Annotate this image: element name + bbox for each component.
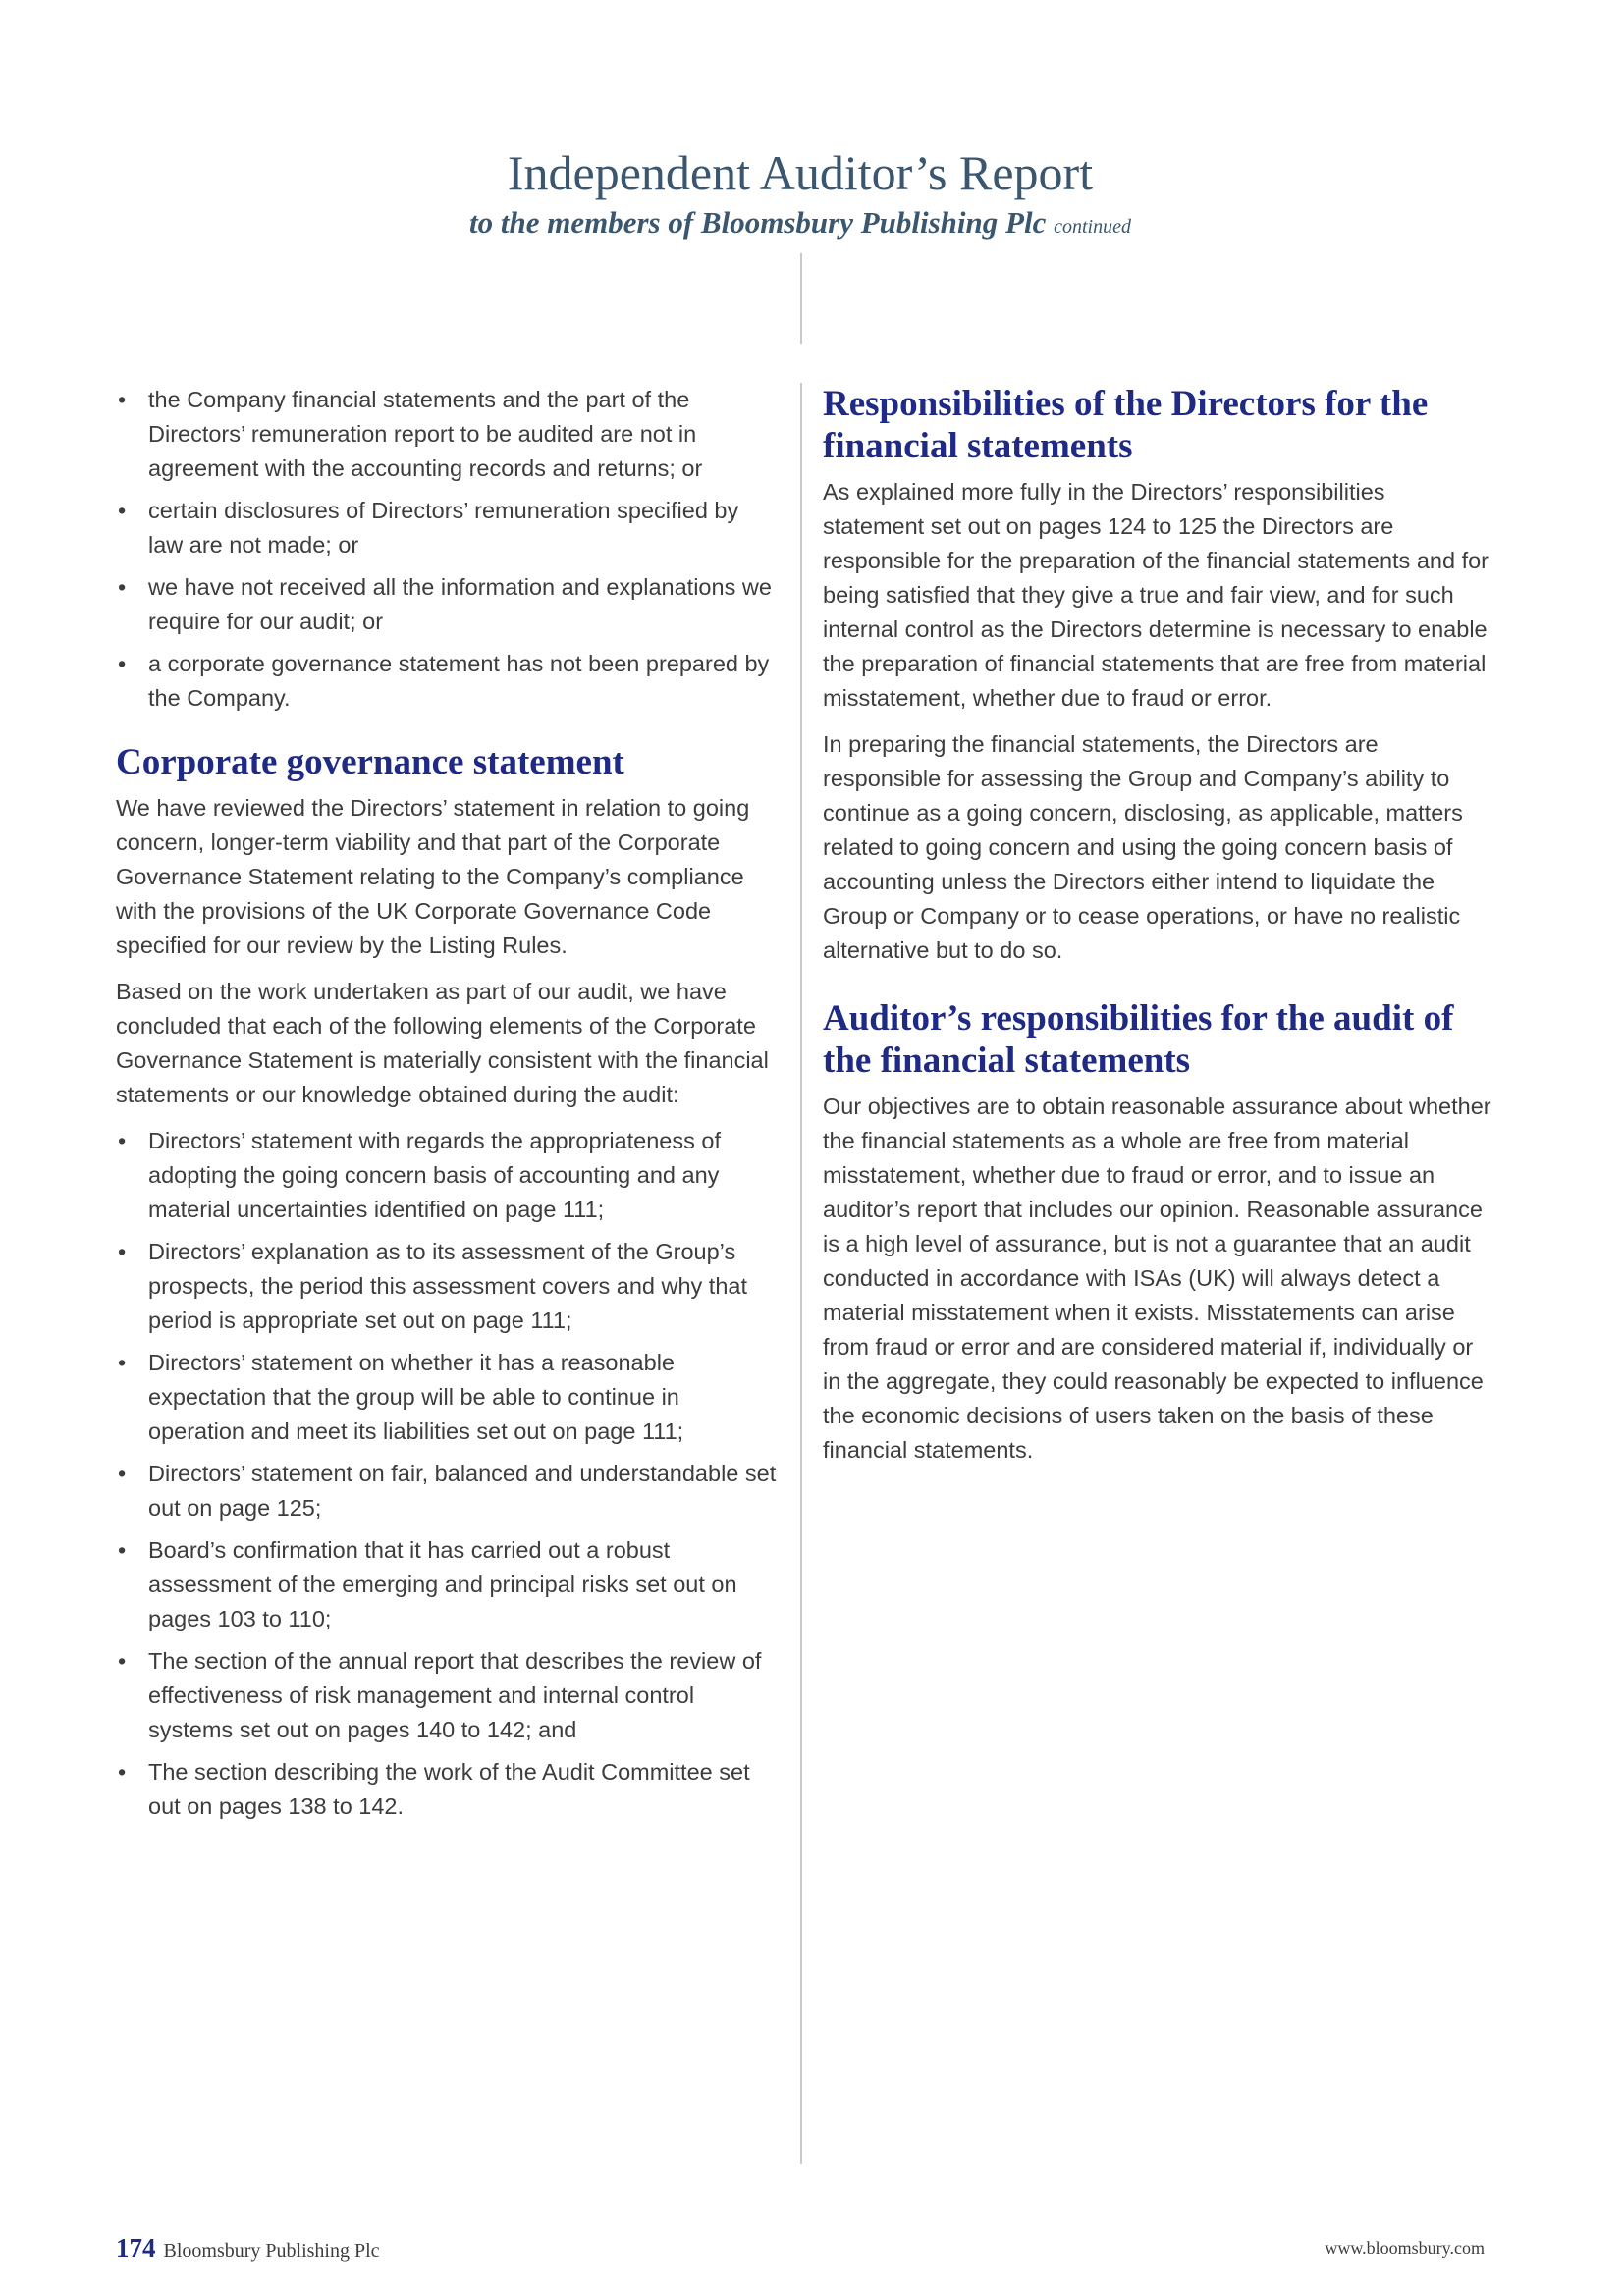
continued-label: continued — [1054, 216, 1131, 238]
right-column — [823, 383, 1492, 1479]
page-header — [0, 142, 1600, 246]
bullet-icon: • — [118, 1537, 127, 1563]
website-link[interactable]: www.bloomsbury.com — [1325, 2238, 1485, 2258]
resp-paragraph-2: In preparing the financial statements, the Directors are responsible for assessing the Group and Company’s ability to continue as a going concern, disclosing, as applicable, matters related to going concern and using the going concern basis of accounting unless the Directors either intend to liquidate the Group or Company or to cease operations, or have no realistic alternative but to do so. — [823, 731, 1463, 963]
page-title: Independent Auditor’s Report — [507, 145, 1094, 200]
list-item: • Directors’ explanation as to its assessment of the Group’s prospects, the period this assessment covers and why that period is appropriate set out on page 111; — [116, 1235, 780, 1338]
bullet-icon: • — [118, 1648, 127, 1674]
page-subtitle — [0, 203, 1600, 246]
resp-paragraph-1: As explained more fully in the Directors’ responsibilities statement set out on pages 124 to 125 the Directors are responsible for the preparation of the financial statements and for being satisfied that they give a true and fair view, and for such internal control as the Directors determine is necessary to enable the preparation of financial statements that are free from material misstatement, whether due to fraud or error. — [823, 479, 1489, 711]
corporate-governance-heading: Corporate governance statement — [116, 742, 624, 782]
list-item: • The section describing the work of the Audit Committee set out on pages 138 to 142. — [116, 1755, 780, 1824]
cg-paragraph-1: We have reviewed the Directors’ statement in relation to going concern, longer-term viability and that part of the Corporate Governance Statement relating to the Company’s compliance with the provisions of the UK Corporate Governance Code specified for our review by the Listing Rules. — [116, 795, 750, 958]
list-item: • we have not received all the information and explanations we require for our audit; or — [116, 570, 780, 639]
cg-paragraph-2: Based on the work undertaken as part of our audit, we have concluded that each of the following elements of the Corporate Governance Statement is materially consistent with the financial statements or our knowledge obtained during the audit: — [116, 979, 769, 1107]
list-item: • Board’s confirmation that it has carried out a robust assessment of the emerging and principal risks set out on pages 103 to 110; — [116, 1533, 780, 1636]
list-item: • certain disclosures of Directors’ remuneration specified by law are not made; or — [116, 494, 780, 562]
bullet-icon: • — [118, 651, 127, 676]
page-number: 174 — [116, 2233, 156, 2263]
auditor-responsibilities-heading: Auditor’s responsibilities for the audit of the financial statements — [823, 998, 1454, 1081]
list-item: • The section of the annual report that describes the review of effectiveness of risk management and internal control systems set out on pages 140 to 142; and — [116, 1644, 780, 1747]
page-footer — [116, 2233, 1485, 2272]
bullet-icon: • — [118, 1128, 127, 1153]
report-exceptions-list — [116, 383, 780, 716]
bullet-icon: • — [118, 1461, 127, 1486]
list-item: • Directors’ statement on fair, balanced and understandable set out on page 125; — [116, 1457, 780, 1525]
publisher-name: Bloomsbury Publishing Plc — [163, 2240, 380, 2262]
bullet-icon: • — [118, 1759, 127, 1785]
aud-paragraph-1: Our objectives are to obtain reasonable assurance about whether the financial statements as a whole are free from material misstatement, whether due to fraud or error, and to issue an auditor’s report that includes our opinion. Reasonable assurance is a high level of assurance, but is not a guarantee that an audit conducted in accordance with ISAs (UK) will always detect a material misstatement when it exists. Misstatements can arise from fraud or error and are considered material if, individually or in the aggregate, they could reasonably be expected to influence the economic decisions of users taken on the basis of these financial statements. — [823, 1094, 1491, 1463]
list-item: • a corporate governance statement has not been prepared by the Company. — [116, 647, 780, 716]
bullet-icon: • — [118, 387, 127, 412]
bullet-icon: • — [118, 574, 127, 600]
list-item: • Directors’ statement on whether it has a reasonable expectation that the group will be able to continue in operation and meet its liabilities set out on page 111; — [116, 1346, 780, 1449]
directors-responsibilities-heading: Responsibilities of the Directors for the financial statements — [823, 384, 1429, 466]
bullet-icon: • — [118, 1239, 127, 1264]
list-item: • Directors’ statement with regards the appropriateness of adopting the going concern basis of accounting and any material uncertainties identified on page 111; — [116, 1124, 780, 1227]
header-divider — [800, 253, 802, 344]
subtitle-text: to the members of Bloomsbury Publishing Plc — [469, 205, 1047, 240]
list-item: • the Company financial statements and the part of the Directors’ remuneration report to be audited are not in agreement with the accounting records and returns; or — [116, 383, 780, 486]
column-divider — [800, 383, 802, 2164]
cg-elements-list — [116, 1124, 780, 1824]
bullet-icon: • — [118, 498, 127, 523]
left-column — [116, 383, 780, 1836]
bullet-icon: • — [118, 1350, 127, 1375]
